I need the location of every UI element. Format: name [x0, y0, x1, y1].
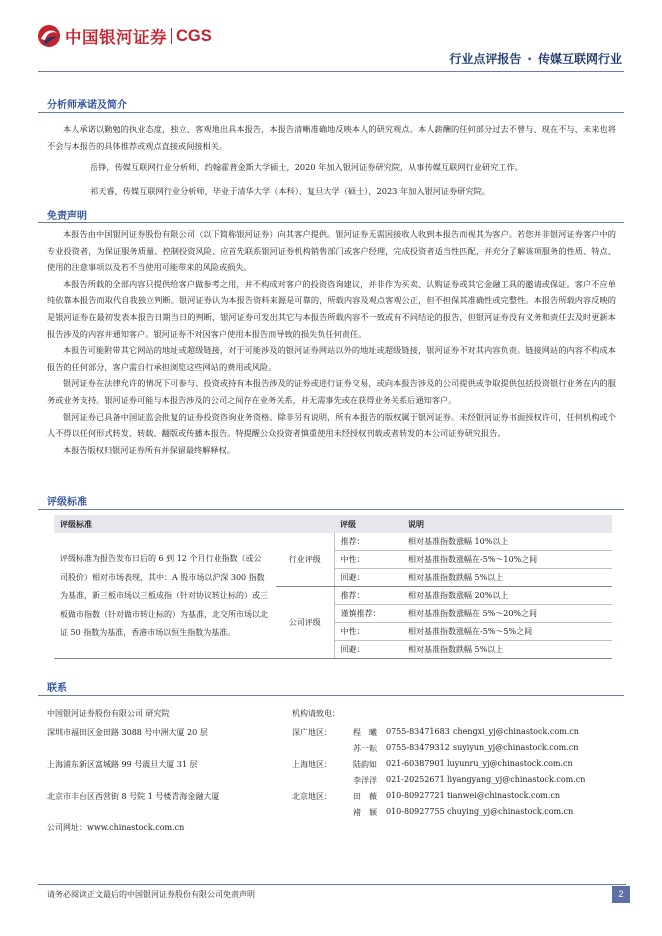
- rating-note: 相对基准指数涨幅在-5%～5%之间: [402, 623, 612, 641]
- section-divider: [38, 509, 624, 510]
- contact-email[interactable]: tianwei@chinastock.com.cn: [447, 791, 561, 800]
- analyst-bio-1: 岳铮，传媒互联网行业分析师，约翰霍普金斯大学硕士，2020 年加入银河证券研究院，从事传媒互联网行业研究工作。: [90, 162, 523, 173]
- contact-name: 李洋洋: [353, 776, 377, 785]
- rating-note: 相对基准指数涨幅在-5%～10%之间: [402, 551, 612, 569]
- logo-cn-text: 中国银河证券: [65, 28, 167, 47]
- section-title-contact: 联系: [47, 683, 67, 694]
- section-title-disclaimer: 免责声明: [47, 211, 87, 222]
- rating-note: 相对基准指数涨幅 10%以上: [402, 533, 612, 551]
- company-rating-label: 公司评级: [276, 587, 334, 659]
- cgs-logo-icon: [37, 24, 61, 48]
- column-header: 评级: [334, 515, 402, 533]
- address-shenzhen: 深圳市福田区金田路 3088 号中洲大厦 20 层: [47, 728, 208, 737]
- disclaimer-paragraph: 本报告版权归银河证券所有并保留最终解释权。: [63, 444, 235, 455]
- analyst-section: [47, 121, 616, 199]
- contact-phone: 0755-83479312: [386, 743, 450, 752]
- contact-phone: 010-80927721: [386, 791, 445, 800]
- rating-grade: 回避：: [334, 641, 402, 659]
- rating-grade: 中性：: [334, 623, 402, 641]
- title-separator: ·: [527, 52, 532, 66]
- company-website: 公司网址：www.chinastock.com.cn: [47, 823, 185, 832]
- rating-note: 相对基准指数跌幅 5%以上: [402, 569, 612, 587]
- region-label: 北京地区：: [292, 792, 332, 801]
- rating-grade: 推荐：: [334, 533, 402, 551]
- section-title-rating: 评级标准: [47, 497, 87, 508]
- logo-en-text: CGS: [176, 26, 212, 45]
- address-shanghai: 上海浦东新区富城路 99 号震旦大厦 31 层: [47, 760, 198, 769]
- contact-email[interactable]: chuying_yj@chinastock.com.cn: [447, 807, 574, 816]
- rating-note: 相对基准指数涨幅 20%以上: [402, 587, 612, 605]
- column-header: 评级标准: [54, 515, 276, 533]
- header-divider: [38, 71, 624, 72]
- disclaimer-paragraph: 银河证券在法律允许的情况下可参与、投资或持有本报告涉及的证券或进行证券交易，或向本报告涉及的公司提供或争取提供包括投资银行业务在内的服务或业务支持。银河证券可能与本报告涉及的公司之间存在业务关系，并无需事先或在获得业务关系后通知客户。: [47, 378, 616, 405]
- contact-phone: 021-20252671: [386, 775, 445, 784]
- contact-name: 苏一耘: [353, 744, 377, 753]
- logo-divider: [171, 28, 172, 44]
- region-label: 上海地区：: [292, 760, 332, 769]
- analyst-bio-2: 祁天睿，传媒互联网行业分析师，毕业于清华大学（本科）、复旦大学（硕士），2023 年加入银河证券研究院。: [90, 185, 491, 196]
- rating-grade: 中性：: [334, 551, 402, 569]
- research-institute: 中国银河证券股份有限公司 研究院: [47, 709, 170, 718]
- section-divider: [38, 112, 624, 113]
- contact-name: 田 薇: [353, 792, 377, 801]
- footer-divider: [38, 884, 626, 885]
- region-label: 深广地区：: [292, 728, 332, 737]
- rating-grade: 谨慎推荐：: [334, 605, 402, 623]
- contact-name: 程 曦: [353, 728, 377, 737]
- rating-table: [54, 515, 612, 659]
- disclaimer-paragraph: 本报告可能附带其它网站的地址或超级链接，对于可能涉及的银河证券网站以外的地址或超级链接，银河证券不对其内容负责。链接网站的内容不构成本报告的任何部分，客户需自行承担浏览这些网站的费用或风险。: [47, 345, 616, 372]
- footer-disclaimer: 请务必阅读正文最后的中国银河证券股份有限公司免责声明: [47, 890, 255, 899]
- rating-grade: 推荐：: [334, 587, 402, 605]
- contact-phone: 021-60387901: [386, 759, 445, 768]
- disclaimer-body: [47, 226, 616, 458]
- rating-grade: 回避：: [334, 569, 402, 587]
- section-title-analyst: 分析师承诺及简介: [47, 100, 127, 111]
- section-divider: [38, 695, 624, 696]
- analyst-pledge: 本人承诺以勤勉的执业态度，独立、客观地出具本报告，本报告清晰准确地反映本人的研究观点。本人薪酬的任何部分过去不曾与、现在不与、未来也将不会与本报告的具体推荐或观点直接或间接相关。: [47, 124, 616, 151]
- contact-email[interactable]: liyangyang_yj@chinastock.com.cn: [447, 775, 586, 784]
- section-divider: [38, 222, 624, 223]
- rating-note: 相对基准指数涨幅在 5%～20%之间: [402, 605, 612, 623]
- contact-email[interactable]: suyiyun_yj@chinastock.com.cn: [453, 743, 579, 752]
- rating-note: 相对基准指数跌幅 5%以上: [402, 641, 612, 659]
- contact-phone: 010-80927755: [386, 807, 445, 816]
- rating-description: 评级标准为报告发布日后的 6 到 12 个月行业指数（或公司股价）相对市场表现，其中：A 股市场以沪深 300 指数为基准，新三板市场以三板成指（针对协议转让标的）或三板做市指数（针对做市转让标的）为基准，北交所市场以北证 50 指数为基准，香港市场以恒生指数为基准。: [54, 533, 276, 659]
- table-row: [54, 533, 612, 551]
- report-title: [449, 50, 622, 67]
- report-type: 行业点评报告: [449, 52, 522, 66]
- contact-email[interactable]: luyunru_yj@chinastock.com.cn: [447, 759, 573, 768]
- disclaimer-paragraph: 本报告所载的全部内容只提供给客户做参考之用，并不构成对客户的投资咨询建议，并非作为买卖、认购证券或其它金融工具的邀请或保证。客户不应单纯依靠本报告而取代自我独立判断。银河证券认为本报告资料来源是可靠的，所载内容及观点客观公正，但不担保其准确性或完整性。本报告所载内容反映的是银河证券在最初发表本报告日期当日的判断，银河证券可发出其它与本报告所载内容不一致或有不同结论的报告，但银河证券没有义务和责任去及时更新本报告涉及的内容并通知客户。银河证券不对因客户使用本报告而导致的损失负任何责任。: [47, 278, 616, 339]
- disclaimer-paragraph: 本报告由中国银河证券股份有限公司（以下简称银河证券）向其客户提供。银河证券无需因接收人收到本报告而视其为客户。若您并非银河证券客户中的专业投资者，为保证服务质量、控制投资风险、应首先联系银河证券机构销售部门或客户经理，完成投资者适当性匹配，并充分了解该项服务的性质、特点、使用的注意事项以及若不当使用可能带来的风险或损失。: [47, 229, 616, 273]
- institution-contact-label: 机构请致电：: [292, 709, 340, 718]
- company-logo: [37, 24, 212, 48]
- column-header: 说明: [402, 515, 612, 533]
- industry-name: 传媒互联网行业: [537, 52, 622, 66]
- industry-rating-label: 行业评级: [276, 533, 334, 587]
- address-beijing: 北京市丰台区西营街 8 号院 1 号楼青海金融大厦: [47, 792, 220, 801]
- contact-phone: 0755-83471683: [386, 727, 450, 736]
- table-header-row: [54, 515, 612, 533]
- contact-name: 褚 颖: [353, 808, 377, 817]
- contact-email[interactable]: chengxi_yj@chinastock.com.cn: [453, 727, 579, 736]
- page-number: 2: [612, 886, 630, 903]
- contact-name: 陆韵如: [353, 760, 377, 769]
- disclaimer-paragraph: 银河证券已具备中国证监会批复的证券投资咨询业务资格。除非另有说明，所有本报告的版权属于银河证券。未经银河证券书面授权许可，任何机构或个人不得以任何形式转发、转载、翻版或传播本报告。特提醒公众投资者慎重使用未经授权刊载或者转发的本公司证券研究报告。: [47, 411, 616, 439]
